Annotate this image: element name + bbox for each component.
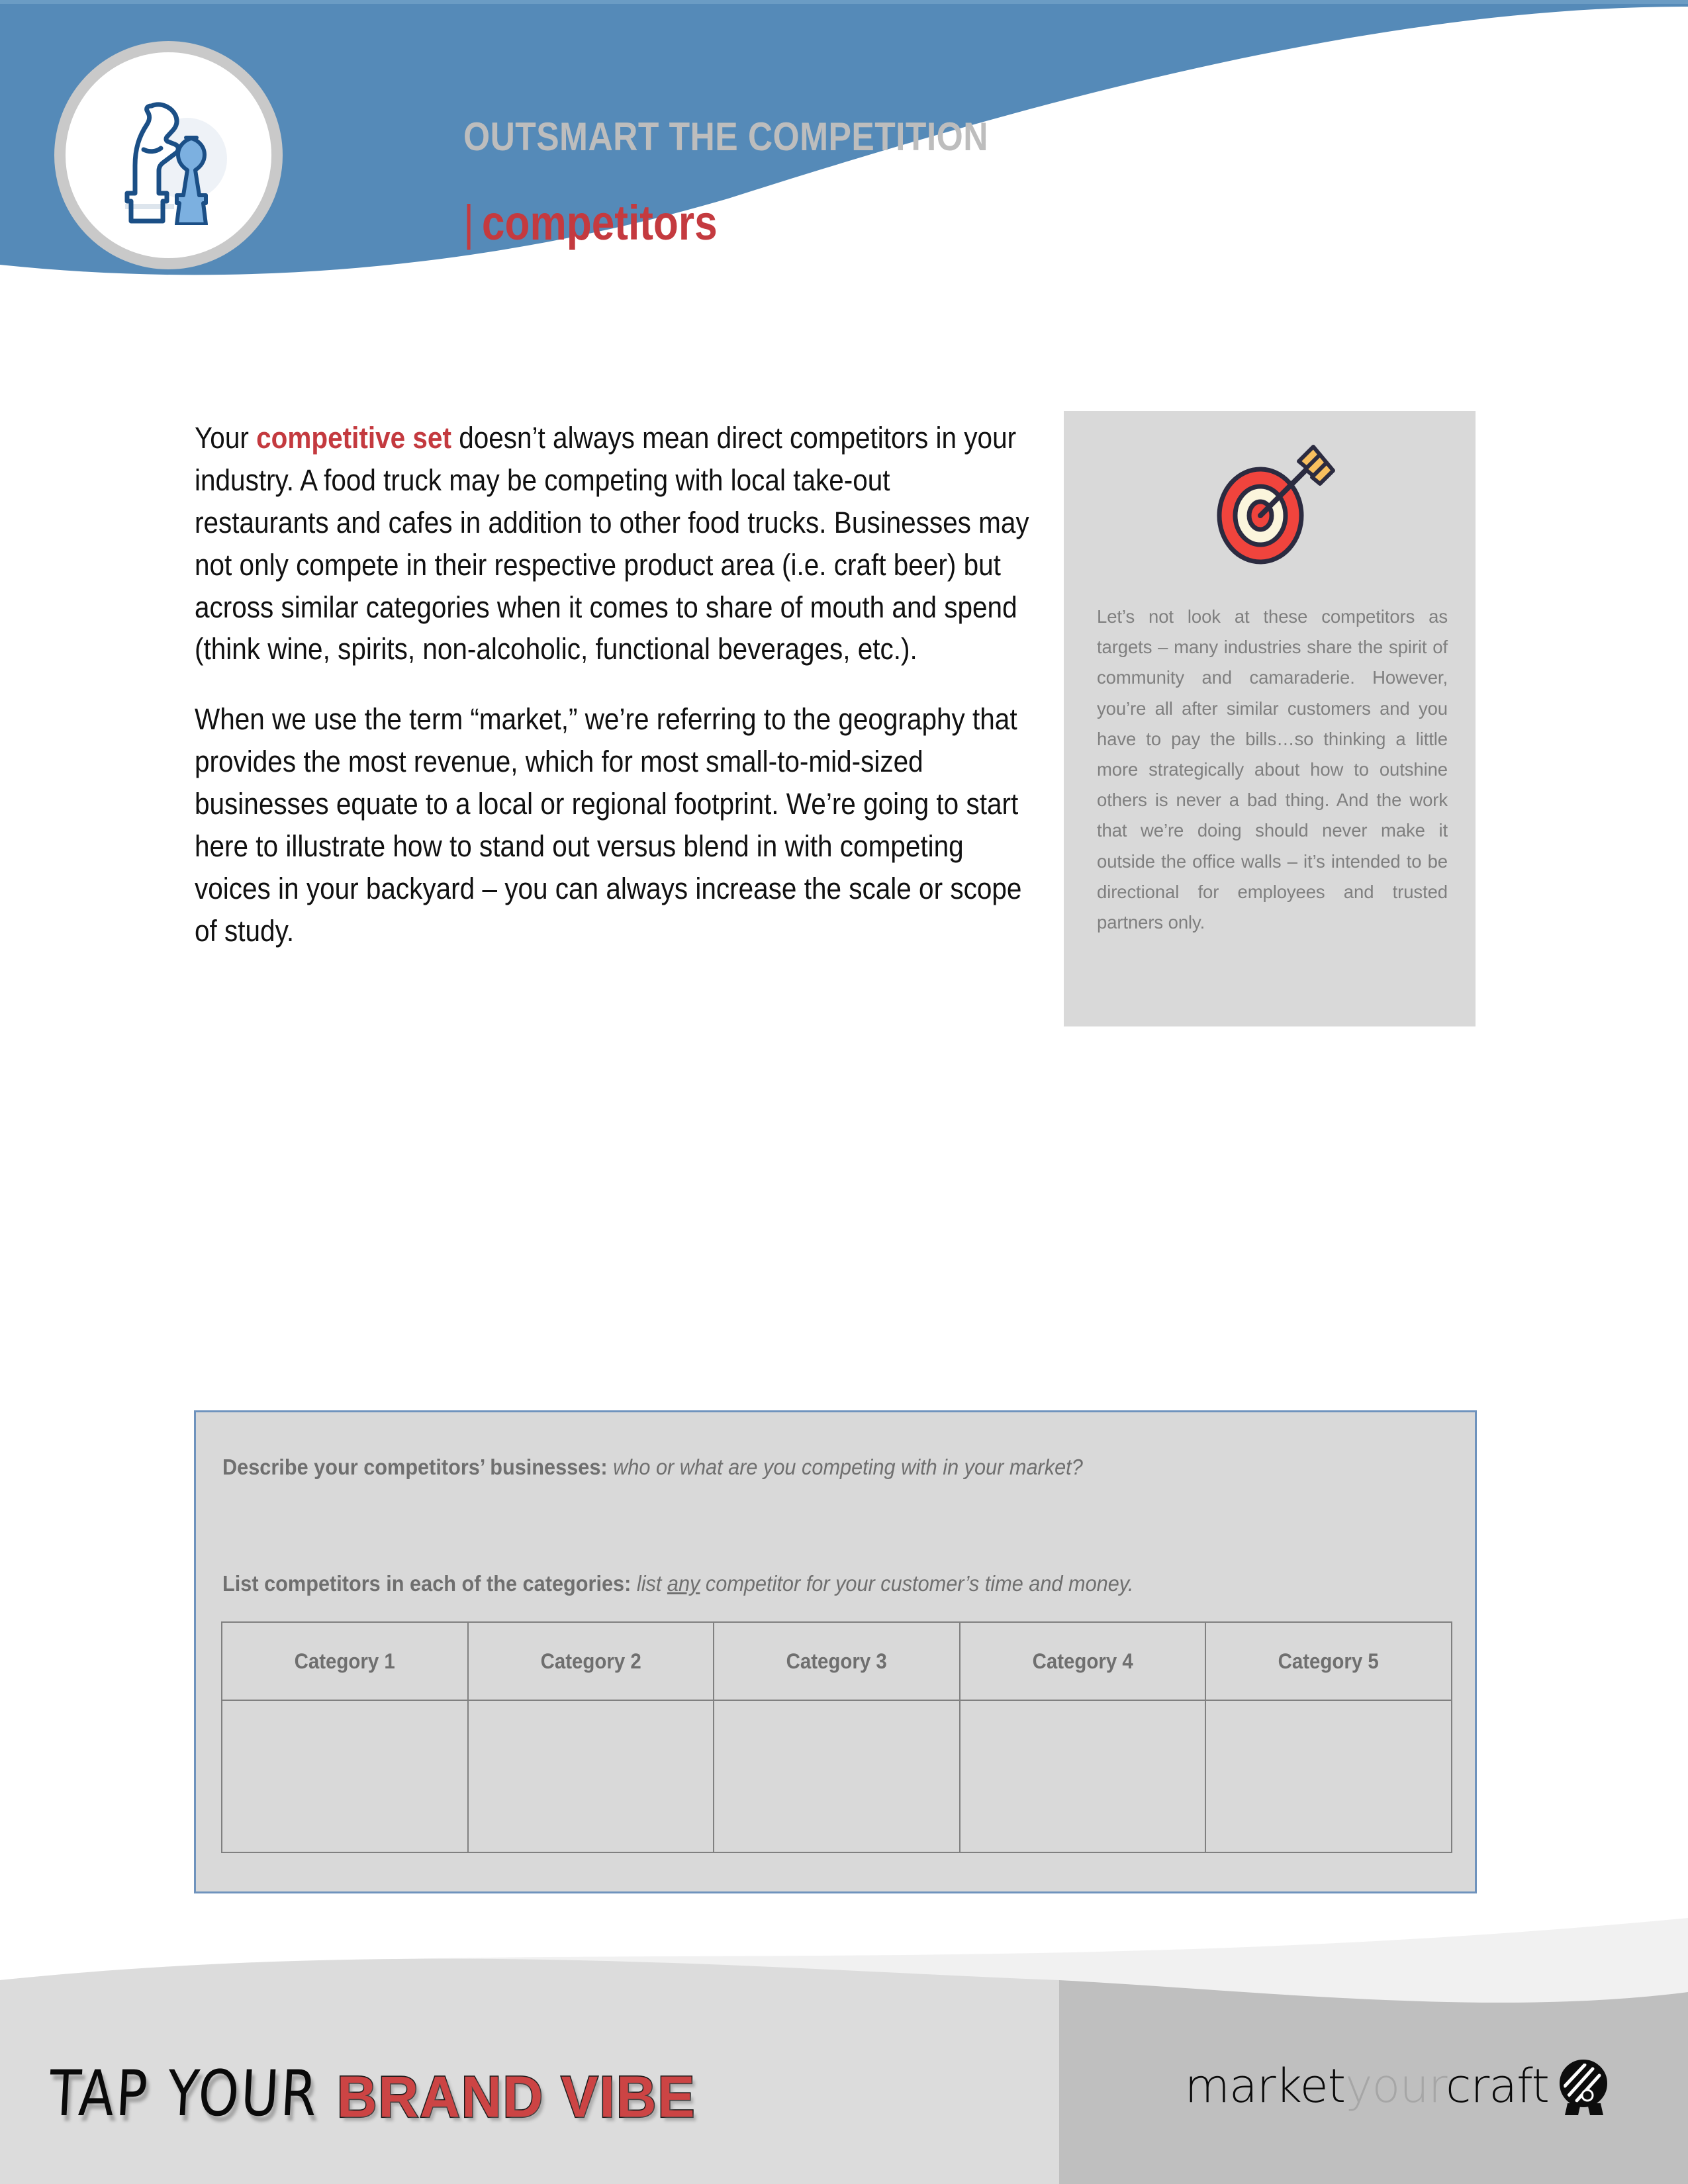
chess-knight-pawn-icon <box>103 86 235 225</box>
prompt-1-hint: who or what are you competing with in your market? <box>607 1455 1083 1479</box>
brand-word-market: market <box>1184 2059 1346 2113</box>
prompt-list-competitors <box>222 1571 1362 1596</box>
prompt-2-hint-after: competitor for your customer’s time and money. <box>700 1571 1134 1596</box>
prompt-describe-businesses <box>222 1455 1362 1480</box>
prompt-2-label: List competitors in each of the categories: <box>222 1571 632 1596</box>
cell-category-5[interactable] <box>1205 1700 1452 1852</box>
brand-logo-badge <box>54 41 283 269</box>
footer-tagline <box>47 2058 696 2131</box>
page-title-text: competitors <box>481 195 718 250</box>
cell-category-3[interactable] <box>714 1700 960 1852</box>
barrel-keg-icon <box>1552 2054 1615 2118</box>
footer-brandmark <box>1185 2054 1615 2118</box>
paragraph-1-rest: doesn’t always mean direct competitors in your industry. A food truck may be competing with local take-out restaurants and cafes in addition to other food trucks. Businesses may not only compete in their respective product area (i.e. craft beer) but across similar categories when it comes to share of mouth and spend (think wine, spirits, non-alcoholic, functional beverages, etc.). <box>195 421 1029 666</box>
table-header-row <box>222 1622 1452 1700</box>
tagline-tap-your: TAP YOUR <box>47 2058 321 2131</box>
target-bullseye-with-arrow-icon <box>1197 439 1342 571</box>
prompt-2-hint-underlined: any <box>667 1571 700 1596</box>
paragraph-1-lead: Your <box>195 421 257 455</box>
cell-category-4[interactable] <box>960 1700 1206 1852</box>
sidenote-text: Let’s not look at these competitors as targets – many industries share the spirit of community and camaraderie. However, you’re all after similar customers and you have to pay the bills…so thinking a little more strategically about how to outshine others is never a bad thing. And the work that we’re doing should never make it outside the office walls – it’s intended to be directional for employees and trusted partners only. <box>1097 606 1448 933</box>
brand-word-craft: craft <box>1445 2059 1549 2113</box>
sidenote-callout <box>1064 411 1476 1026</box>
prompt-1-label: Describe your competitors’ businesses: <box>222 1455 608 1479</box>
table-row <box>222 1700 1452 1852</box>
column-header-category-2: Category 2 <box>468 1622 714 1700</box>
prompt-2-hint-before: list <box>631 1571 667 1596</box>
column-header-category-4: Category 4 <box>960 1622 1206 1700</box>
page-header <box>0 0 1688 344</box>
competitor-category-table <box>221 1621 1452 1853</box>
page-kicker: OUTSMART THE COMPETITION <box>463 114 988 159</box>
paragraph-2: When we use the term “market,” we’re referring to the geography that provides the most revenue, which for most small-to-mid-sized businesses equate to a local or regional footprint. We’re going to start here to illustrate how to stand out versus blend in with competing voices in your backyard – you can always increase the scale or scope of study. <box>195 702 1022 948</box>
prompt-2-hint <box>631 1571 1133 1596</box>
cell-category-1[interactable] <box>222 1700 468 1852</box>
tagline-brand-vibe: BRAND VIBE <box>336 2064 696 2130</box>
column-header-category-3: Category 3 <box>714 1622 960 1700</box>
page-title <box>463 195 1297 250</box>
paragraph-1 <box>195 417 1031 670</box>
column-header-category-1: Category 1 <box>222 1622 468 1700</box>
worksheet-panel <box>194 1410 1477 1893</box>
page-footer <box>0 1906 1688 2184</box>
cell-category-2[interactable] <box>468 1700 714 1852</box>
body-copy <box>195 417 1032 952</box>
column-header-category-5: Category 5 <box>1205 1622 1452 1700</box>
brand-word-your: your <box>1345 2059 1446 2113</box>
title-block <box>463 116 1456 248</box>
brand-wordmark <box>1185 2059 1549 2113</box>
competitive-set-highlight: competitive set <box>256 421 451 455</box>
title-bar-glyph: | <box>463 195 475 250</box>
